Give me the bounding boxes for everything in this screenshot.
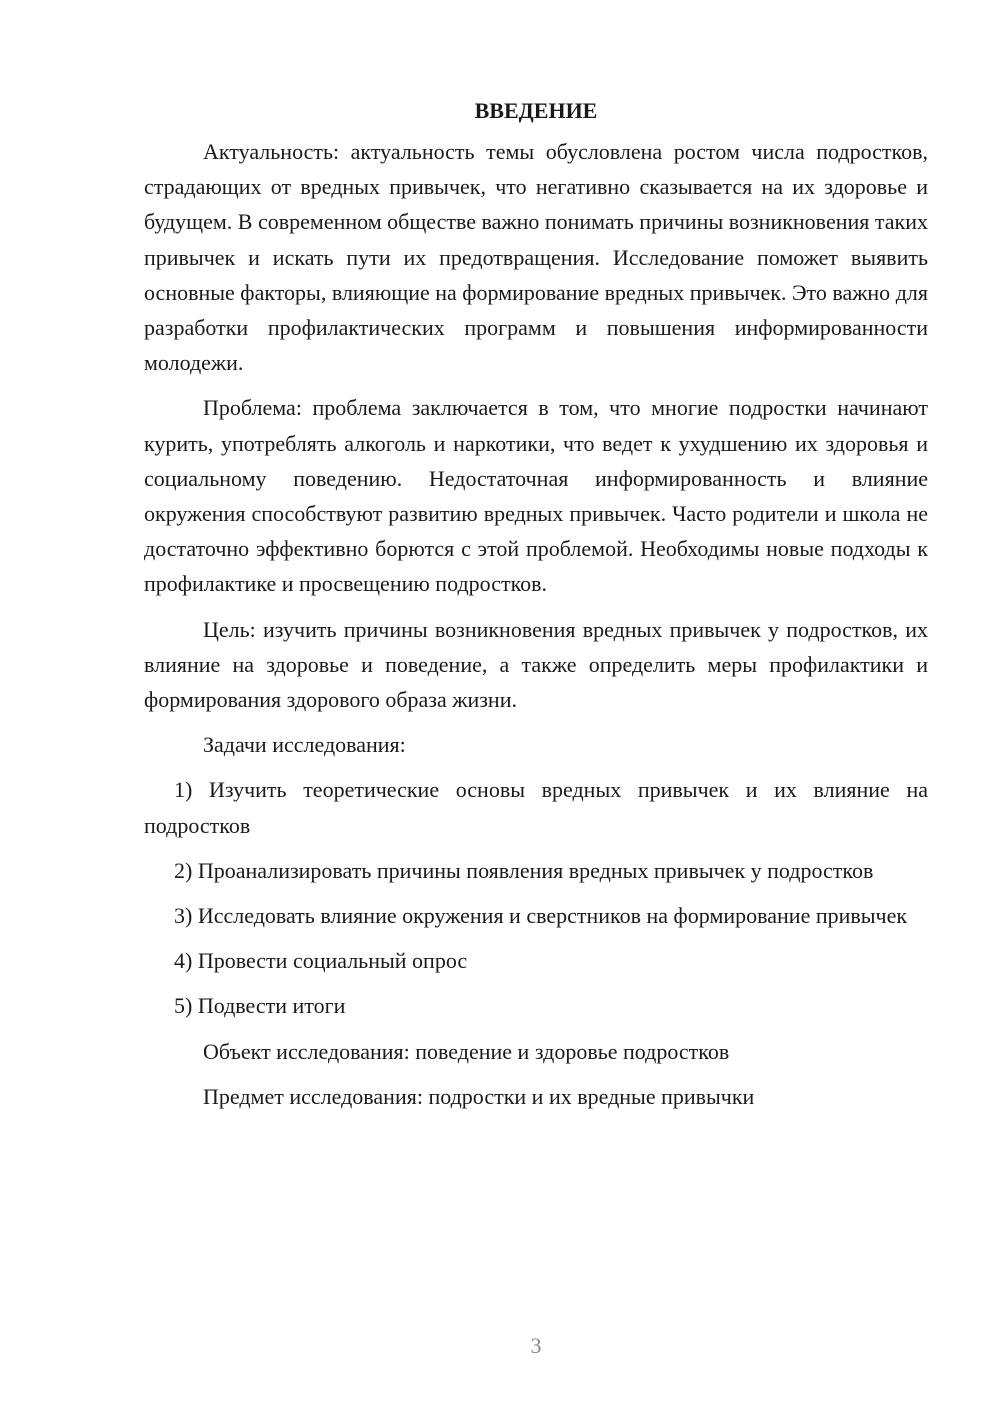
task-item-3: 3) Исследовать влияние окружения и сверстников на формирование привычек — [174, 903, 908, 929]
task-item-5: 5) Подвести итоги — [174, 993, 346, 1019]
page-number: 3 — [530, 1333, 542, 1358]
problem-paragraph: Проблема: проблема заключается в том, что многие подростки начинают курить, употреблять алкоголь и наркотики, что ведет к ухудшению их здоровья и социальному поведению. Недостаточная информированность и влияние окружения способствуют развитию вредных привычек. Часто родители и школа не достаточно эффективно борются с этой проблемой. Необходимы новые подходы к профилактике и просвещению подростков. — [144, 395, 928, 597]
relevance-paragraph: Актуальность: актуальность темы обусловлена ростом числа подростков, страдающих от вредных привычек, что негативно сказывается на их здоровье и будущем. В современном обществе важно понимать причины возникновения таких привычек и искать пути их предотвращения. Исследование поможет выявить основные факторы, влияющие на формирование вредных привычек. Это важно для разработки профилактических программ и повышения информированности молодежи. — [144, 139, 928, 376]
document-page — [144, 92, 928, 1124]
page-title: ВВЕДЕНИЕ — [474, 98, 598, 123]
task-item-1: 1) Изучить теоретические основы вредных привычек и их влияние на подростков — [144, 777, 928, 838]
goal-paragraph: Цель: изучить причины возникновения вредных привычек у подростков, их влияние на здоровье и поведение, а также определить меры профилактики и формирования здорового образа жизни. — [144, 616, 928, 713]
research-object: Объект исследования: поведение и здоровье подростков — [203, 1038, 730, 1064]
task-item-2: 2) Проанализировать причины появления вредных привычек у подростков — [174, 857, 874, 883]
task-item-4: 4) Провести социальный опрос — [174, 948, 468, 974]
tasks-heading: Задачи исследования: — [203, 732, 406, 758]
research-subject: Предмет исследования: подростки и их вредные привычки — [203, 1083, 755, 1109]
